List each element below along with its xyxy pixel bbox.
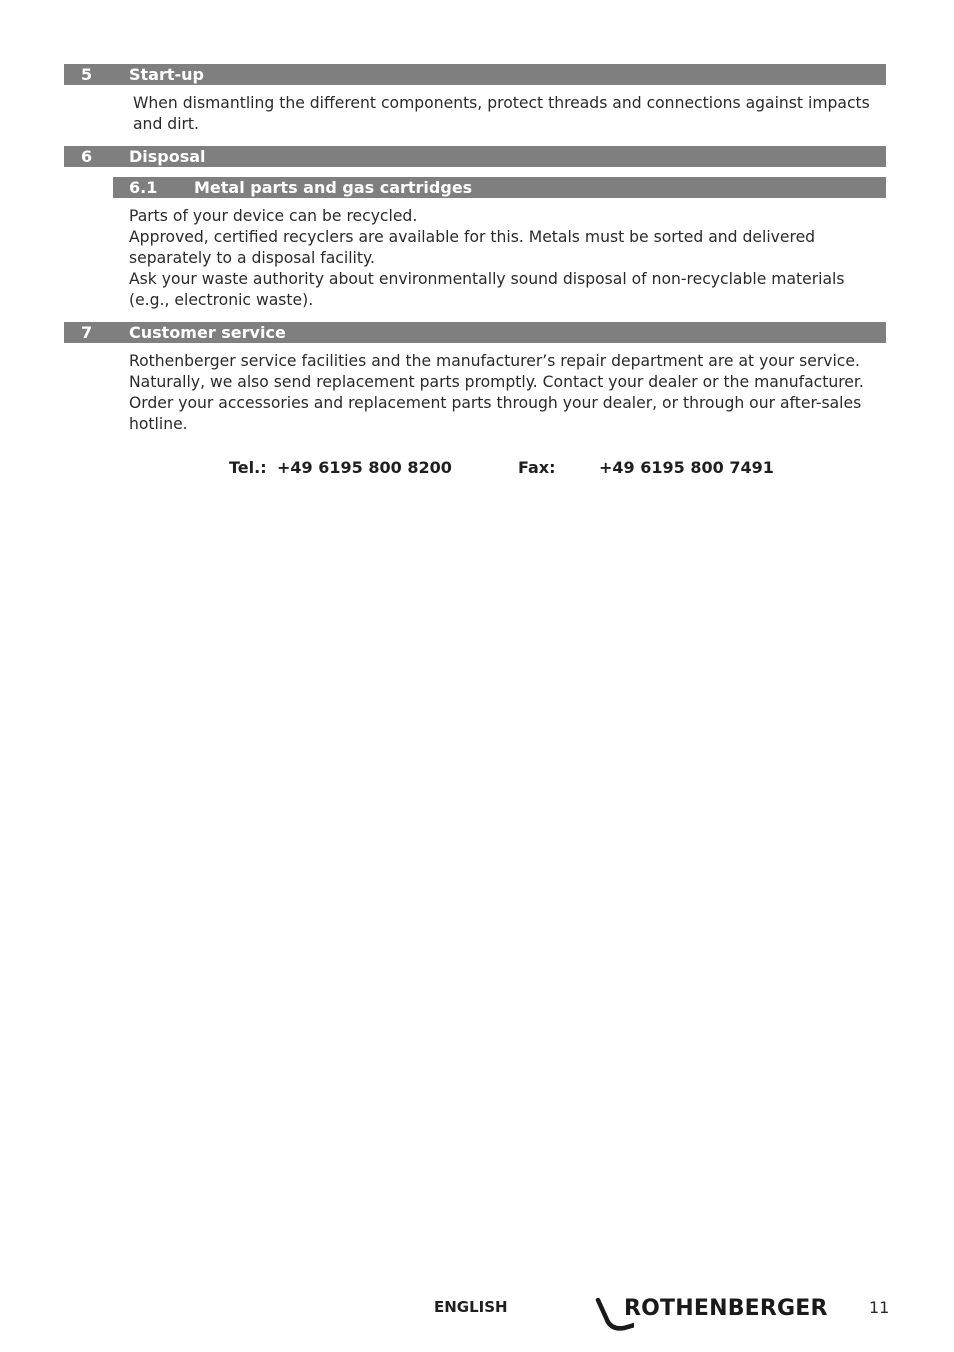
paragraph-line: and dirt. [133,115,200,133]
paragraph-line: Order your accessories and replacement parts through your dealer, or through our after-sales [129,394,862,412]
brand-logo [594,1294,836,1334]
paragraph-line: Approved, certified recyclers are available for this. Metals must be sorted and delivered [129,228,816,246]
fax-number: +49 6195 800 7491 [599,458,774,477]
section-5-paragraph [133,93,870,135]
footer-language: ENGLISH [434,1298,508,1316]
section-6-heading [64,146,886,167]
paragraph-line: (e.g., electronic waste). [129,291,314,309]
section-title: Disposal [129,147,206,166]
section-number: 6.1 [129,178,158,197]
section-5-heading [64,64,886,85]
paragraph-line: When dismantling the different components, protect threads and connections against impacts [133,94,870,112]
page-number: 11 [869,1298,890,1317]
paragraph-line: hotline. [129,415,188,433]
section-7-paragraph [129,351,864,435]
section-number: 5 [81,65,93,84]
paragraph-line: Parts of your device can be recycled. [129,207,418,225]
section-6-1-paragraph [129,206,844,311]
section-title: Metal parts and gas cartridges [194,178,473,197]
section-title: Customer service [129,323,286,342]
tel-number: +49 6195 800 8200 [277,458,452,477]
section-title: Start-up [129,65,204,84]
section-number: 6 [81,147,93,166]
section-number: 7 [81,323,93,342]
section-7-heading [64,322,886,343]
brand-name: ROTHENBERGER [624,1296,828,1321]
paragraph-line: Naturally, we also send replacement parts promptly. Contact your dealer or the manufacturer. [129,373,864,391]
paragraph-line: separately to a disposal facility. [129,249,375,267]
paragraph-line: Ask your waste authority about environmentally sound disposal of non-recyclable materials [129,270,845,288]
tel-label: Tel.: [229,458,267,477]
section-6-1-heading [113,177,886,198]
paragraph-line: Rothenberger service facilities and the manufacturer’s repair department are at your service. [129,352,860,370]
fax-label: Fax: [518,458,556,477]
